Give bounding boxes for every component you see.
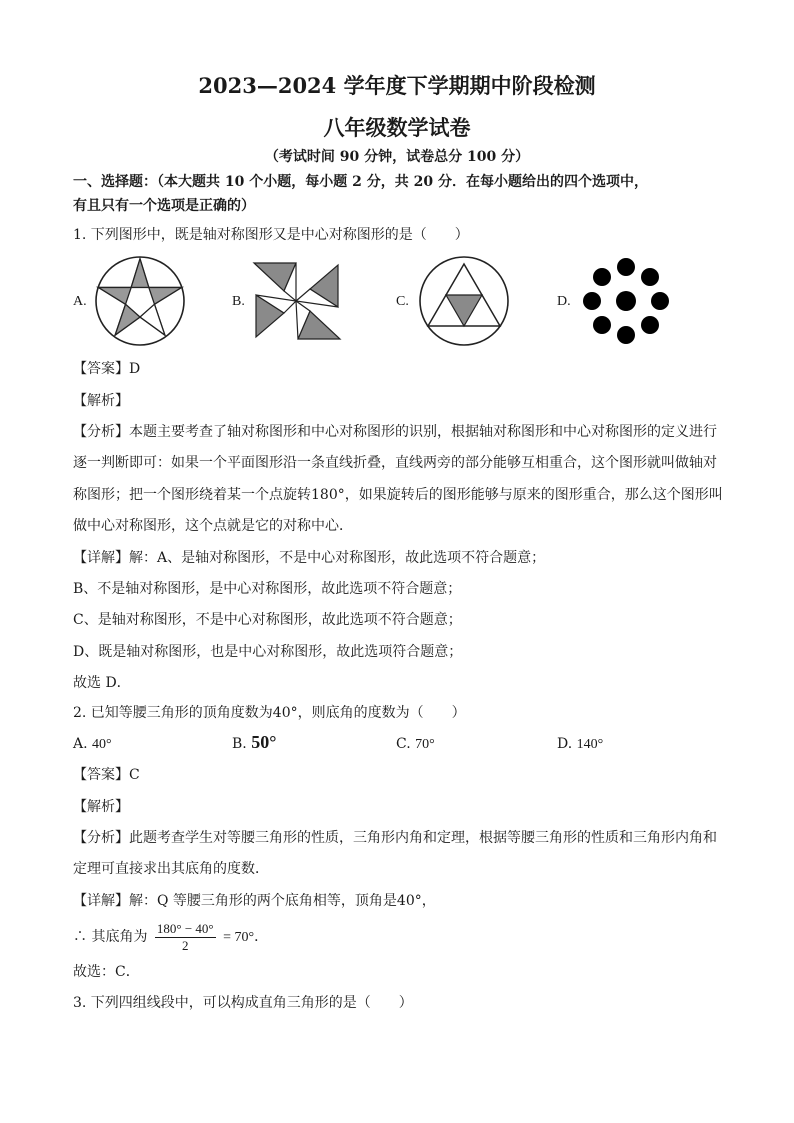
q1-analysis-line: 【分析】本题主要考查了轴对称图形和中心对称图形的识别，根据轴对称图形和中心对称图形的定义进行	[73, 424, 717, 440]
q2-option-b-label: B.	[232, 736, 247, 752]
q1-detail-line: 【详解】解：A、是轴对称图形，不是中心对称图形，故此选项不符合题意；	[73, 550, 546, 566]
q2-fraction-denominator: 2	[182, 937, 189, 953]
section-heading-line1: 一、选择题：（本大题共 10 个小题，每小题 2 分，共 20 分．在每小题给出的四个选项中，	[73, 174, 648, 190]
q1-detail-line: D、既是轴对称图形，也是中心对称图形，故此选项符合题意；	[73, 644, 463, 660]
q1-analysis-line: 称图形；把一个图形绕着某一个点旋转180°，如果旋转后的图形能够与原来的图形重合，那么这个图形叫	[73, 487, 723, 503]
q2-fraction	[155, 921, 216, 954]
q2-option-a	[73, 734, 112, 755]
q1-detail-line: C、是轴对称图形，不是中心对称图形，故此选项不符合题意；	[73, 612, 462, 628]
q2-detail-line: 【详解】解：Q 等腰三角形的两个底角相等，顶角是40°，	[73, 893, 436, 909]
q2-analysis-line: 【分析】此题考查学生对等腰三角形的性质，三角形内角和定理，根据等腰三角形的性质和三角形内角和	[73, 830, 717, 846]
dot-ring-figure	[578, 256, 674, 346]
q2-formula-prefix: ∴ 其底角为	[73, 929, 148, 945]
q2-formula-suffix: = 70°．	[223, 930, 269, 945]
exam-info: （考试时间 90 分钟，试卷总分 100 分）	[264, 149, 530, 165]
q2-option-d-label: D.	[557, 736, 573, 752]
star-in-circle-figure	[92, 256, 188, 346]
q2-option-b	[232, 732, 276, 754]
q1-stem: 1. 下列图形中，既是轴对称图形又是中心对称图形的是（ ）	[73, 227, 469, 243]
q1-analysis-label: 【解析】	[73, 393, 129, 409]
q2-fraction-numerator: 180° − 40°	[156, 920, 214, 936]
q2-stem: 2. 已知等腰三角形的顶角度数为40°，则底角的度数为（ ）	[73, 705, 466, 721]
q1-option-b-label: B.	[232, 294, 245, 309]
q1-option-a-label: A.	[73, 294, 87, 309]
q2-analysis-label: 【解析】	[73, 799, 129, 815]
q2-answer: 【答案】C	[73, 767, 140, 783]
q2-option-c	[396, 734, 435, 755]
q1-analysis-line: 做中心对称图形，这个点就是它的对称中心．	[73, 518, 353, 534]
section-heading-line2: 有且只有一个选项是正确的）	[73, 198, 255, 214]
q2-option-c-value: 70°	[415, 737, 435, 752]
triangle-in-circle-figure	[416, 256, 512, 346]
q2-option-c-label: C.	[396, 736, 411, 752]
q2-conclusion: 故选：C．	[73, 964, 140, 980]
q1-answer: 【答案】D	[73, 361, 141, 377]
q2-option-b-value: 50°	[251, 732, 277, 752]
exam-subject: 八年级数学试卷	[323, 115, 471, 140]
q1-analysis-line: 逐一判断即可：如果一个平面图形沿一条直线折叠，直线两旁的部分能够互相重合，这个图形就叫做轴对	[73, 455, 717, 471]
q1-option-d-label: D.	[557, 294, 571, 309]
exam-title: 2023—2024 学年度下学期期中阶段检测	[198, 73, 596, 98]
q2-option-d	[557, 734, 603, 755]
pinwheel-figure	[252, 259, 342, 343]
q2-analysis-line: 定理可直接求出其底角的度数．	[73, 861, 269, 877]
q2-option-a-value: 40°	[92, 737, 112, 752]
q3-stem: 3. 下列四组线段中，可以构成直角三角形的是（ ）	[73, 995, 413, 1011]
q1-conclusion: 故选 D．	[73, 675, 131, 691]
q2-formula-line	[73, 920, 268, 955]
q1-detail-line: B、不是轴对称图形，是中心对称图形，故此选项不符合题意；	[73, 581, 462, 597]
q2-option-d-value: 140°	[576, 737, 604, 752]
q2-option-a-label: A.	[73, 736, 88, 752]
q1-option-c-label: C.	[396, 294, 409, 309]
